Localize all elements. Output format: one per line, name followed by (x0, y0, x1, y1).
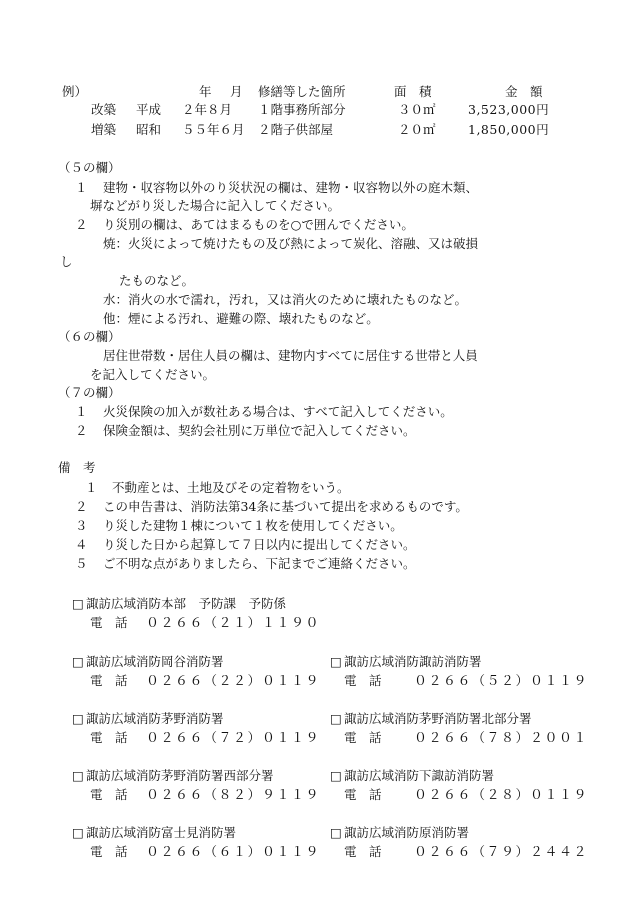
checkbox-icon: □ (330, 768, 342, 783)
example-row-amount: 3,523,000円 (468, 102, 550, 117)
remarks-heading: 備 考 (58, 460, 96, 475)
example-row-era: 平成 (136, 102, 162, 117)
remarks-item-num: １ (85, 480, 98, 495)
col5-yake-line2: たものなど。 (119, 273, 195, 288)
contact-phone: ０２６６（７８）２００１ (414, 731, 589, 746)
remarks-item-text: ご不明な点がありましたら、下記までご連絡ください。 (103, 556, 416, 571)
contact-name: 諏訪広域消防原消防署 (344, 825, 470, 840)
tel-label: 電 話 (344, 730, 382, 745)
remarks-item-text: この申告書は、消防法第34条に基づいて提出を求めるものです。 (103, 499, 468, 514)
section-heading-col6: （６の欄） (58, 329, 121, 344)
contact-phone: ０２６６（２２）０１１９ (146, 674, 321, 689)
tel-label: 電 話 (90, 673, 128, 688)
checkbox-icon: □ (72, 596, 84, 611)
col5-item1-num: １ (75, 180, 88, 195)
contact-name: 諏訪広域消防諏訪消防署 (344, 654, 482, 669)
contact-phone: ０２６６（６１）０１１９ (146, 845, 321, 860)
example-row-area: ３０㎡ (398, 102, 436, 117)
contact-name: 諏訪広域消防茅野消防署 (86, 711, 224, 726)
contact-phone: ０２６６（５２）０１１９ (414, 674, 589, 689)
remarks-item-num: ４ (75, 537, 88, 552)
col5-yake-line1: 焼：火災によって焼けたもの及び熱によって炭化、溶融、又は破損 (103, 236, 479, 251)
col7-item2-num: ２ (75, 423, 88, 438)
header-amount: 金 額 (505, 84, 543, 99)
checkbox-icon: □ (72, 768, 84, 783)
checkbox-icon: □ (72, 654, 84, 669)
col6-line2: を記入してください。 (90, 367, 216, 382)
example-row-era: 昭和 (136, 122, 162, 137)
contact-name: 諏訪広域消防富士見消防署 (86, 825, 237, 840)
col5-item2-text: り災別の欄は、あてはまるものを○で囲んでください。 (103, 217, 414, 232)
checkbox-icon: □ (72, 825, 84, 840)
tel-label: 電 話 (90, 787, 128, 802)
header-month: 月 (230, 84, 243, 99)
contact-phone: ０２６６（７９）２４４２ (414, 845, 589, 860)
col5-hoka: 他：煙による汚れ、避難の際、壊れたものなど。 (103, 311, 379, 326)
contact-name: 諏訪広域消防茅野消防署北部分署 (344, 711, 532, 726)
col5-item2-num: ２ (75, 217, 88, 232)
checkbox-icon: □ (72, 711, 84, 726)
remarks-item-text: り災した日から起算して７日以内に提出してください。 (103, 537, 416, 552)
contact-phone: ０２６６（２８）０１１９ (414, 788, 589, 803)
contact-phone: ０２６６（７２）０１１９ (146, 731, 321, 746)
example-row-area: ２０㎡ (398, 122, 436, 137)
example-row-location: ２階子供部屋 (258, 122, 334, 137)
contact-name: 諏訪広域消防岡谷消防署 (86, 654, 224, 669)
col5-mizu: 水：消火の水で濡れ，汚れ，又は消火のために壊れたものなど。 (103, 292, 468, 307)
example-row-amount: 1,850,000円 (468, 122, 550, 137)
example-row-type: 改築 (91, 102, 117, 117)
col5-item1-line1: 建物・収容物以外のり災状況の欄は、建物・収容物以外の庭木類、 (103, 180, 479, 195)
remarks-item-num: ５ (75, 556, 88, 571)
section-heading-col7: （７の欄） (58, 385, 121, 400)
example-row-date: ５５年６月 (182, 122, 245, 137)
col5-item1-line2: 塀などがり災した場合に記入してください。 (90, 198, 341, 213)
col6-line1: 居住世帯数・居住人員の欄は、建物内すべてに居住する世帯と人員 (103, 348, 478, 363)
remarks-item-num: ２ (75, 499, 88, 514)
contact-phone: ０２６６（８２）９１１９ (146, 788, 321, 803)
header-location: 修繕等した箇所 (258, 84, 346, 99)
header-area: 面 積 (394, 84, 432, 99)
col7-item1-text: 火災保険の加入が数社ある場合は、すべて記入してください。 (103, 404, 453, 419)
col5-yake-wrap: し (60, 254, 73, 269)
section-heading-col5: （５の欄） (58, 160, 121, 175)
checkbox-icon: □ (330, 711, 342, 726)
header-year: 年 (199, 84, 212, 99)
contact-phone-hq: ０２６６（２１）１１９０ (146, 616, 321, 631)
tel-label: 電 話 (90, 844, 128, 859)
contact-name: 諏訪広域消防茅野消防署西部分署 (86, 768, 274, 783)
tel-label: 電 話 (344, 844, 382, 859)
example-row-type: 増築 (91, 122, 117, 137)
checkbox-icon: □ (330, 825, 342, 840)
col7-item2-text: 保険金額は、契約会社別に万単位で記入してください。 (103, 423, 416, 438)
example-row-location: １階事務所部分 (258, 102, 346, 117)
remarks-item-text: り災した建物１棟について１枚を使用してください。 (103, 518, 403, 533)
remarks-item-num: ３ (75, 518, 88, 533)
tel-label: 電 話 (90, 730, 128, 745)
example-label: 例） (62, 84, 88, 99)
tel-label: 電 話 (344, 787, 382, 802)
col7-item1-num: １ (75, 404, 88, 419)
tel-label: 電 話 (90, 615, 128, 630)
remarks-item-text: 不動産とは、土地及びその定着物をいう。 (112, 480, 350, 495)
tel-label: 電 話 (344, 673, 382, 688)
example-row-date: ２年８月 (182, 102, 233, 117)
contact-name-hq: 諏訪広域消防本部 予防課 予防係 (86, 596, 287, 611)
contact-name: 諏訪広域消防下諏訪消防署 (344, 768, 495, 783)
checkbox-icon: □ (330, 654, 342, 669)
